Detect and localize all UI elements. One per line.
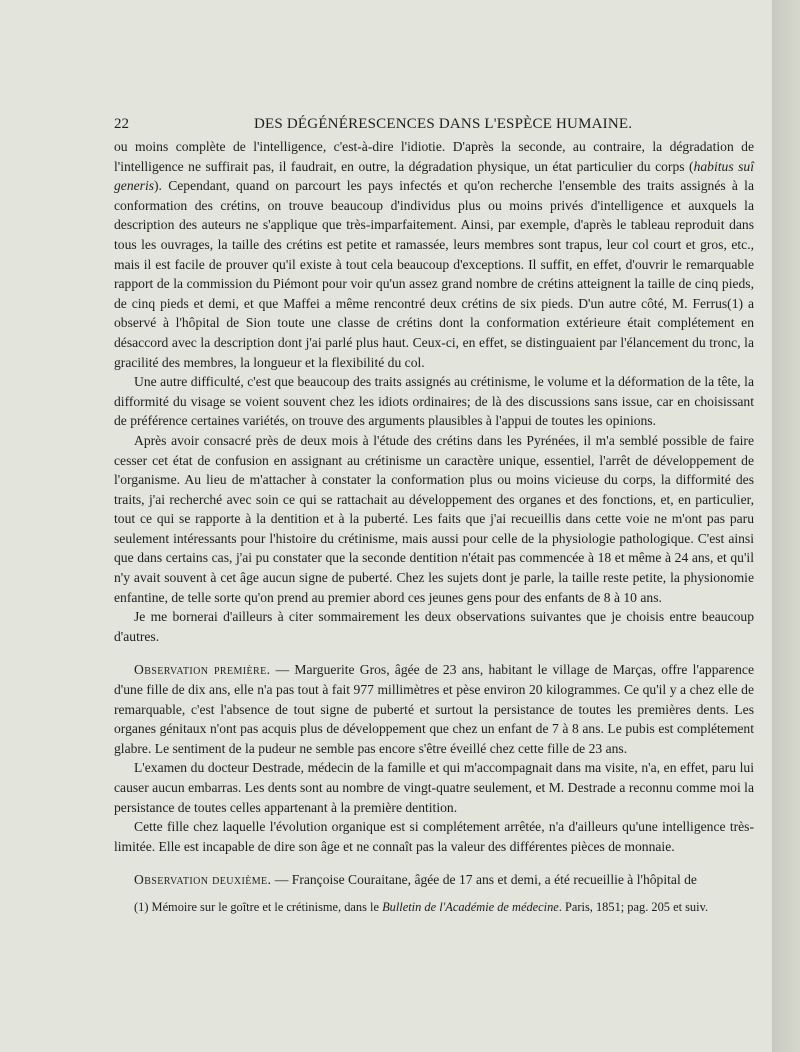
- footnote-text-b: . Paris, 1851; pag. 205 et suiv.: [558, 899, 709, 914]
- paragraph-4: Je me bornerai d'ailleurs à citer sommairement les deux observations suivantes que je choisis entre beaucoup d'autres.: [114, 609, 754, 644]
- scan-edge: [772, 0, 800, 1052]
- paragraph-1: [114, 137, 754, 372]
- paragraph-3: Après avoir consacré près de deux mois à l'étude des crétins dans les Pyrénées, il m'a semblé possible de faire cesser cet état de confusion en assignant au crétinisme un caractère unique, essentiel, l'arrêt de développement de l'organisme. Au lieu de m'attacher à constater la conformation plus ou moins vicieuse du corps, la difformité des traits, j'ai recherché avec soin ce qui se rattachait au développement des organes et des fonctions, et, en particulier, tout ce qui se rapporte à la dentition et à la puberté. Les faits que j'ai recueillis dans cette voie ne m'ont pas paru seulement intéressants pour l'histoire du crétinisme, mais aussi pour celle de la physiologie pathologique. C'est ainsi que dans certains cas, j'ai pu constater que la seconde dentition n'était pas commencée à 18 et même à 24 ans, et qu'il n'y avait souvent à cet âge aucun signe de puberté. Chez les sujets dont je parle, la taille reste petite, la physionomie enfantine, de telle sorte qu'on prend au premier abord ces jeunes gens pour des enfants de 8 à 10 ans.: [114, 432, 754, 605]
- footnote-italic: Bulletin de l'Académie de médecine: [382, 899, 559, 914]
- running-header: [114, 114, 754, 134]
- header-title: DES DÉGÉNÉRESCENCES DANS L'ESPÈCE HUMAINE.: [254, 116, 633, 132]
- observation-2-text: — Françoise Couraitane, âgée de 17 ans et demi, a été recueillie à l'hôpital de: [271, 872, 697, 888]
- footnote: [114, 899, 754, 916]
- observation-1: [114, 660, 754, 758]
- paragraph-1-text-b: ). Cependant, quand on parcourt les pays infectés et qu'on recherche l'ensemble des traits assignés à la conformation des crétins, on trouve beaucoup d'individus plus ou moins privés d'intelligence et auxquels la description des auteurs ne s'applique que très-imparfaitement. Ainsi, par exemple, d'après le tableau reproduit dans tous les ouvrages, la taille des crétins est petite et ramassée, leurs membres sont trapus, leur col court et gros, etc., mais il est facile de prouver qu'il existe à tout cela beaucoup d'exceptions. Il suffit, en effet, d'ouvrir le remarquable rapport de la commission du Piémont pour voir qu'un assez grand nombre de crétins atteignent la taille de cinq pieds, de cinq pieds et demi, et que Maffei a même rencontré deux crétins de six pieds. D'un autre côté, M. Ferrus(1) a observé à l'hôpital de Sion toute une classe de crétins dont la conformation extérieure était complétement en désaccord avec la description dont j'ai parlé plus haut. Ceux-ci, en effet, se distinguaient par l'élancement du tronc, la gracilité des membres, la longueur et la flexibilité du col.: [114, 178, 754, 370]
- observation-2-label: Observation deuxième.: [134, 872, 272, 888]
- observation-1-text: — Marguerite Gros, âgée de 23 ans, habitant le village de Marças, offre l'apparence d'une fille de dix ans, elle n'a pas tout à fait 977 millimètres et pèse environ 20 kilogrammes. Ce qu'il y a chez elle de remarquable, c'est l'absence de tout signe de puberté et surtout la persistance de toutes les premières dents. Les organes génitaux n'ont pas acquis plus de développement que chez un enfant de 7 à 8 ans. Le pubis est complétement glabre. Le sentiment de la pudeur ne semble pas encore s'être éveillé chez cette fille de 23 ans.: [114, 662, 754, 756]
- paragraph-2: Une autre difficulté, c'est que beaucoup des traits assignés au crétinisme, le volume et la déformation de la tête, la difformité du visage se voient souvent chez les idiots ordinaires; de là des discussions sans issue, car en choisissant de préférence certaines variétés, on trouve des arguments plausibles à l'appui de toutes les opinions.: [114, 374, 754, 429]
- observation-1-label: Observation première.: [134, 662, 271, 678]
- page-text: [114, 114, 754, 916]
- observation-1-paragraph-3: Cette fille chez laquelle l'évolution organique est si complétement arrêtée, n'a d'ailleurs qu'une intelligence très-limitée. Elle est incapable de dire son âge et ne connaît pas la valeur des différentes pièces de monnaie.: [114, 819, 754, 854]
- page-number: 22: [114, 116, 129, 132]
- observation-1-paragraph-2: L'examen du docteur Destrade, médecin de la famille et qui m'accompagnait dans ma visite, n'a, en effet, paru lui causer aucun embarras. Les dents sont au nombre de vingt-quatre seulement, et M. Destrade a reconnu comme moi la persistance de toutes celles appartenant à la première dentition.: [114, 760, 754, 815]
- paragraph-1-text-a: ou moins complète de l'intelligence, c'est-à-dire l'idiotie. D'après la seconde, au contraire, la dégradation de l'intelligence ne suffirait pas, il faudrait, en outre, la dégradation physique, un état particulier du corps (: [114, 139, 754, 174]
- paragraph-1-italic: habitus suî generis: [114, 158, 754, 194]
- footnote-text-a: (1) Mémoire sur le goître et le crétinisme, dans le: [134, 899, 383, 914]
- observation-2: [114, 870, 754, 890]
